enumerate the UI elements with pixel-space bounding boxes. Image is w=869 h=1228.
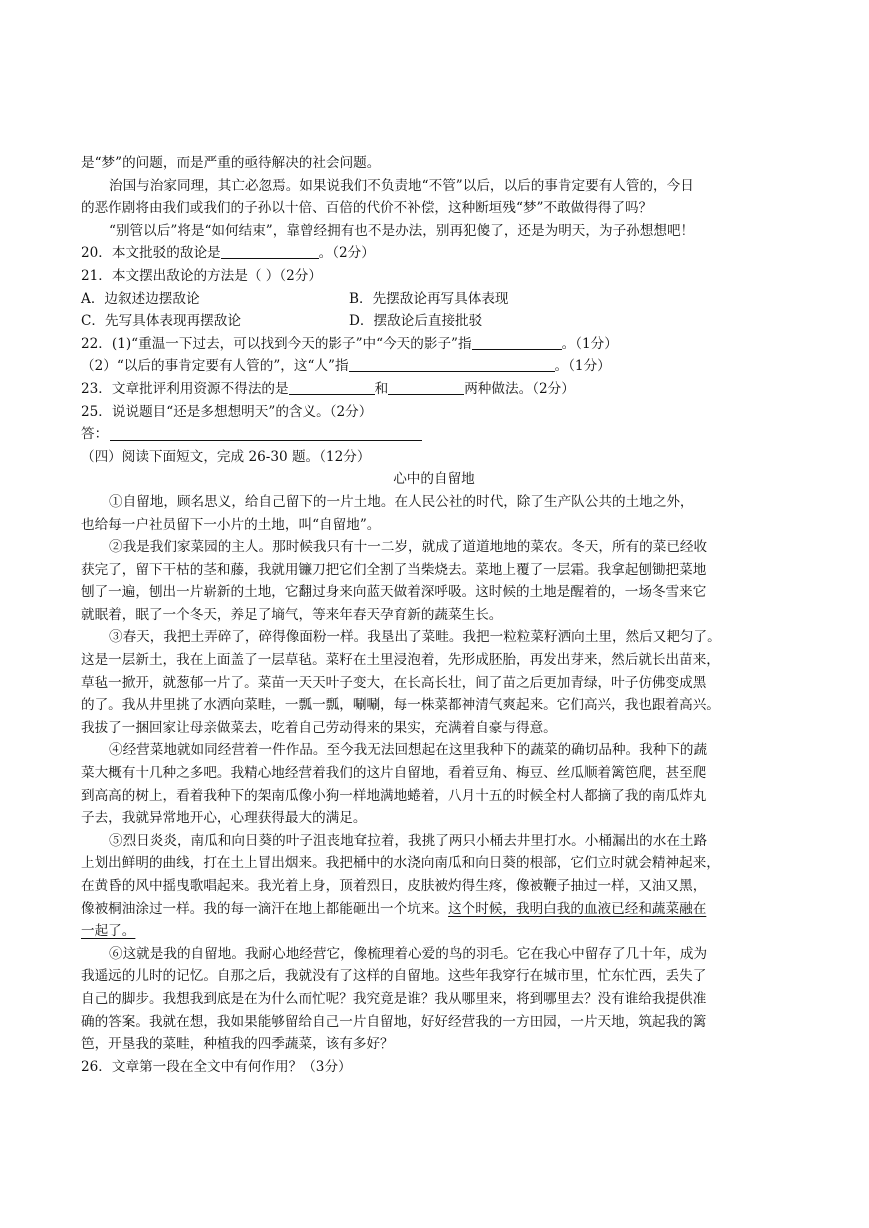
paragraph-6-line: 我遥远的儿时的记忆。自那之后，我就没有了这样的自留地。这些年我穿行在城市里，忙东忙西，丢失了 <box>81 968 707 985</box>
q23-answer-blank-1[interactable] <box>289 380 375 395</box>
intro-line-3: 的恶作剧将由我们或我们的子孙以十倍、百倍的代价不补偿，这种断垣残“梦”不敢做得得了吗？ <box>81 200 653 217</box>
section-4-header: （四）阅读下面短文，完成 26-30 题。（12分） <box>81 448 371 465</box>
paragraph-1-line: ①自留地，顾名思义，给自己留下的一片土地。在人民公社的时代，除了生产队公共的土地之外， <box>109 493 694 510</box>
paragraph-2-line: 刨了一遍，刨出一片崭新的土地，它翻过身来向蓝天做着深呼吸。这时候的土地是醒着的，一场冬雪来它 <box>81 584 707 601</box>
question-22-1: 22．(1)“重温一下过去，可以找到今天的影子”中“今天的影子”指 。（1分） <box>81 335 618 352</box>
intro-line-4: “别管以后”将是“如何结束”，靠曾经拥有也不是办法，别再犯傻了，还是为明天，为子孙想想吧！ <box>109 222 695 239</box>
option-b[interactable]: B．先摆敌论再写具体表现 <box>349 290 509 307</box>
question-25: 25．说说题目“还是多想想明天”的含义。（2分） <box>81 403 373 420</box>
paragraph-5-line <box>81 920 787 943</box>
document-page <box>81 152 787 1078</box>
paragraph-3-line: ③春天，我把土弄碎了，碎得像面粉一样。我垦出了菜畦。我把一粒粒菜籽洒向土里，然后又耙匀了。 <box>109 629 721 646</box>
question-21: 21．本文摆出敌论的方法是（ ）（2分） <box>81 267 322 284</box>
paragraph-3-line: 的了。我从井里挑了水洒向菜畦，一瓢一瓢，唰唰，每一株菜都神清气爽起来。它们高兴，我也跟着高兴。 <box>81 697 720 714</box>
intro-line-2: 治国与治家同理，其亡必忽焉。如果说我们不负责地“不管”以后，以后的事肯定要有人管的，今日 <box>109 177 694 194</box>
paragraph-6-line: ⑥这就是我的自留地。我耐心地经营它，像梳理着心爱的鸟的羽毛。它在我心中留存了几十年，成为 <box>109 945 708 962</box>
intro-line-1: 是“梦”的问题，而是严重的亟待解决的社会问题。 <box>81 155 381 171</box>
paragraph-6-line: 确的答案。我就在想，我如果能够留给自己一片自留地，好好经营我的一方田园，一片天地，筑起我的篱 <box>81 1013 707 1030</box>
q21-options-row-2 <box>81 310 787 333</box>
passage-title: 心中的自留地 <box>393 471 475 488</box>
q25-answer-row: 答： <box>81 423 787 446</box>
underlined-sentence-end: 一起了。 <box>81 923 136 940</box>
paragraph-5-line: 上划出鲜明的曲线，打在土上冒出烟来。我把桶中的水浇向南瓜和向日葵的根部，它们立时就会精神起来， <box>81 855 720 872</box>
paragraph-6-line: 自己的脚步。我想我到底是在为什么而忙呢？我究竟是谁？我从哪里来，将到哪里去？没有谁给我提供准 <box>81 990 707 1007</box>
question-22-2: （2）“以后的事肯定要有人管的”，这“人”指 。（1分） <box>81 358 611 375</box>
paragraph-2-line: 就眠着，眠了一个冬天，养足了墒气，等来年春天孕育新的蔬菜生长。 <box>81 606 503 623</box>
paragraph-3-line: 我拔了一捆回家让母亲做菜去，吃着自己劳动得来的果实，充满着自豪与得意。 <box>81 719 557 736</box>
paragraph-4-line: 菜大概有十几种之多吧。我精心地经营着我们的这片自留地，看着豆角、梅豆、丝瓜顺着篱笆爬，甚至爬 <box>81 765 707 782</box>
q21-options-row-1 <box>81 288 787 311</box>
question-26: 26．文章第一段在全文中有何作用？（3分） <box>81 1058 352 1075</box>
paragraph-3-line: 这是一层新土，我在上面盖了一层草毡。菜籽在土里浸泡着，先形成胚胎，再发出芽来，然后就长出苗来， <box>81 652 720 669</box>
q22-2-answer-blank[interactable] <box>349 357 555 372</box>
q22-1-answer-blank[interactable] <box>472 335 562 350</box>
paragraph-4-line: ④经营菜地就如同经营着一件作品。至今我无法回想起在这里我种下的蔬菜的确切品种。我种下的蔬 <box>109 742 708 759</box>
paragraph-3-line: 草毡一掀开，就葱郁一片了。菜苗一天天叶子变大，在长高长壮，间了苗之后更加青绿，叶子仿佛变成黑 <box>81 674 707 691</box>
paragraph-5-line: ⑤烈日炎炎，南瓜和向日葵的叶子沮丧地耷拉着，我挑了两只小桶去井里打水。小桶漏出的水在土路 <box>109 832 708 849</box>
paragraph-4-line: 子去，我就异常地开心，心理获得最大的满足。 <box>81 810 367 827</box>
question-23: 23．文章批评利用资源不得法的是 和 两种做法。（2分） <box>81 380 575 397</box>
question-20: 20．本文批驳的敌论是 。（2分） <box>81 245 375 262</box>
paragraph-2-line: ②我是我们家菜园的主人。那时候我只有十一二岁，就成了道道地地的菜农。冬天，所有的菜已经收 <box>109 539 708 556</box>
paragraph-5-line: 在黄昏的风中摇曳歌唱起来。我光着上身，顶着烈日，皮肤被灼得生疼，像被鞭子抽过一样，又油又黑， <box>81 878 707 894</box>
paragraph-5-line: 像被桐油涂过一样。我的每一滴汗在地上都能砸出一个坑来。这个时候，我明白我的血液已经和蔬菜融在 <box>81 900 707 917</box>
q23-answer-blank-2[interactable] <box>388 380 464 395</box>
underlined-sentence: 这个时候，我明白我的血液已经和蔬菜融在 <box>448 900 707 917</box>
paragraph-4-line: 到高高的树上，看着我种下的架南瓜像小狗一样地满地蜷着，八月十五的时候全村人都摘了我的南瓜炸丸 <box>81 787 707 804</box>
paragraph-2-line: 获完了，留下干枯的茎和藤，我就用镰刀把它们全割了当柴烧去。菜地上覆了一层霜。我拿起刨锄把菜地 <box>81 561 707 578</box>
paragraph-1-line: 也给每一户社员留下一小片的土地，叫“自留地”。 <box>81 516 381 533</box>
q25-answer-line[interactable] <box>110 426 422 441</box>
option-d[interactable]: D．摆敌论后直接批驳 <box>349 313 483 330</box>
paragraph-6-line: 笆，开垦我的菜畦，种植我的四季蔬菜，该有多好？ <box>81 1036 394 1053</box>
option-a[interactable]: A．边叙述边摆敌论 <box>81 290 200 307</box>
option-c[interactable]: C．先写具体表现再摆敌论 <box>81 313 241 330</box>
q20-answer-blank[interactable] <box>221 244 319 259</box>
